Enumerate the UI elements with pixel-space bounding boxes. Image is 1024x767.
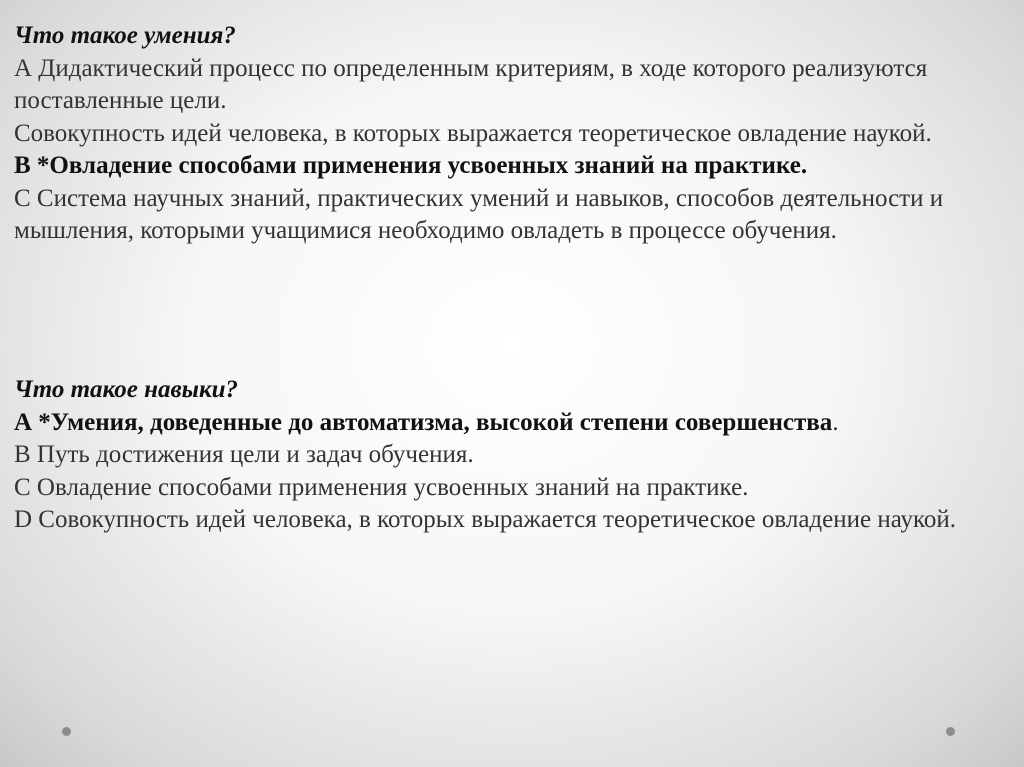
answer-option-a: А Дидактический процесс по определенным критериям, в ходе которого реализуются поставленные цели. xyxy=(14,54,928,114)
question-block-1 xyxy=(14,20,1004,248)
answer-option-a-correct xyxy=(14,407,1004,440)
answer-option-b: В Путь достижения цели и задач обучения. xyxy=(14,441,474,468)
answer-option-d: D Совокупность идей человека, в которых выражается теоретическое овладение наукой. xyxy=(14,506,957,533)
question-title: Что такое умения? xyxy=(14,22,236,49)
question-block-2 xyxy=(14,374,1004,537)
answer-option-b-correct: В *Овладение способами применения усвоенных знаний на практике. xyxy=(14,152,808,179)
answer-option-unlabeled: Совокупность идей человека, в которых выражается теоретическое овладение наукой. xyxy=(14,119,932,147)
correct-answer-period: . xyxy=(832,408,839,436)
answer-option-c: С Система научных знаний, практических умений и навыков, способов деятельности и мышления, которыми учащимися необходимо овладеть в процессе обучения. xyxy=(14,184,944,244)
answer-option-c: С Овладение способами применения усвоенных знаний на практике. xyxy=(14,473,749,501)
decorative-dot-right-icon xyxy=(946,727,955,736)
question-title: Что такое навыки? xyxy=(14,376,239,403)
correct-answer-text: А *Умения, доведенные до автоматизма, высокой степени совершенства xyxy=(14,408,833,436)
decorative-dot-left-icon xyxy=(62,727,71,736)
